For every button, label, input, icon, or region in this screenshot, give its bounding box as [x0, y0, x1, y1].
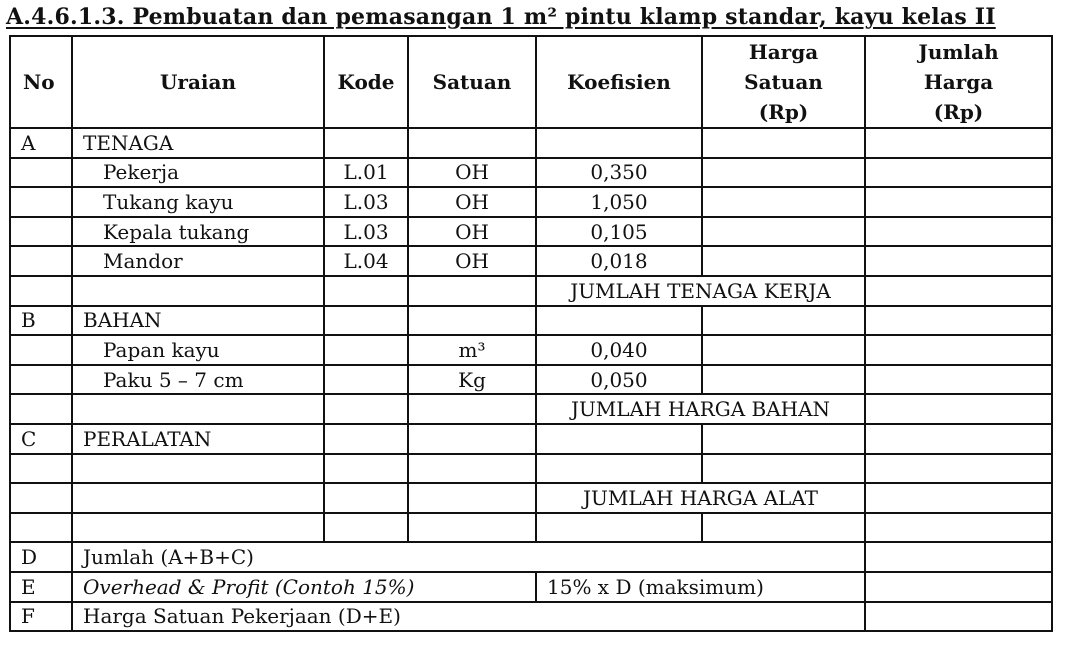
table-row: [10, 513, 1052, 543]
subtotal-row-tenaga: [10, 276, 1052, 306]
header-row: [10, 36, 1052, 128]
item-kode: L.04: [324, 246, 408, 276]
table-row: [10, 454, 1052, 484]
item-koefisien: 0,105: [536, 217, 702, 247]
item-uraian: Mandor: [72, 246, 324, 276]
subtotal-row-alat: [10, 483, 1052, 513]
item-kode: L.03: [324, 187, 408, 217]
subtotal-label: JUMLAH TENAGA KERJA: [536, 276, 865, 306]
item-uraian: Paku 5 – 7 cm: [72, 365, 324, 395]
table-row: [10, 158, 1052, 188]
item-koefisien: 0,050: [536, 365, 702, 395]
subtotal-label: JUMLAH HARGA ALAT: [536, 483, 865, 513]
item-satuan: OH: [408, 217, 536, 247]
section-row-peralatan: [10, 424, 1052, 454]
summary-label: Harga Satuan Pekerjaan (D+E): [72, 602, 865, 632]
table-row: [10, 217, 1052, 247]
summary-row-d: [10, 542, 1052, 572]
item-koefisien: 1,050: [536, 187, 702, 217]
item-kode: L.01: [324, 158, 408, 188]
row-no: E: [10, 572, 72, 602]
subtotal-row-bahan: [10, 394, 1052, 424]
header-koefisien: Koefisien: [536, 36, 702, 128]
header-jumlah-harga: Jumlah Harga (Rp): [865, 36, 1052, 128]
section-row-tenaga: [10, 128, 1052, 158]
item-kode: [324, 335, 408, 365]
row-no: B: [10, 306, 72, 336]
item-uraian: Kepala tukang: [72, 217, 324, 247]
header-harga-satuan: Harga Satuan (Rp): [702, 36, 865, 128]
item-satuan: OH: [408, 187, 536, 217]
table-row: [10, 365, 1052, 395]
summary-row-f: [10, 602, 1052, 632]
section-label: PERALATAN: [72, 424, 324, 454]
summary-row-e: [10, 572, 1052, 602]
summary-formula: 15% x D (maksimum): [536, 572, 865, 602]
item-uraian: Papan kayu: [72, 335, 324, 365]
summary-label: Jumlah (A+B+C): [72, 542, 865, 572]
row-no: D: [10, 542, 72, 572]
item-koefisien: 0,018: [536, 246, 702, 276]
item-satuan: Kg: [408, 365, 536, 395]
section-row-bahan: [10, 306, 1052, 336]
header-uraian: Uraian: [72, 36, 324, 128]
item-koefisien: 0,350: [536, 158, 702, 188]
header-satuan: Satuan: [408, 36, 536, 128]
item-satuan: OH: [408, 158, 536, 188]
table-row: [10, 187, 1052, 217]
table-row: [10, 246, 1052, 276]
header-kode: Kode: [324, 36, 408, 128]
section-label: BAHAN: [72, 306, 324, 336]
item-koefisien: 0,040: [536, 335, 702, 365]
item-satuan: OH: [408, 246, 536, 276]
row-no: C: [10, 424, 72, 454]
item-satuan: m³: [408, 335, 536, 365]
table-row: [10, 335, 1052, 365]
item-uraian: Tukang kayu: [72, 187, 324, 217]
summary-label: Overhead & Profit (Contoh 15%): [72, 572, 536, 602]
item-uraian: Pekerja: [72, 158, 324, 188]
section-label: TENAGA: [72, 128, 324, 158]
subtotal-label: JUMLAH HARGA BAHAN: [536, 394, 865, 424]
item-kode: [324, 365, 408, 395]
page-title: A.4.6.1.3. Pembuatan dan pemasangan 1 m² pintu klamp standar, kayu kelas II: [6, 4, 996, 30]
analysis-table: [9, 35, 1053, 632]
header-no: No: [10, 36, 72, 128]
item-kode: L.03: [324, 217, 408, 247]
row-no: A: [10, 128, 72, 158]
row-no: F: [10, 602, 72, 632]
